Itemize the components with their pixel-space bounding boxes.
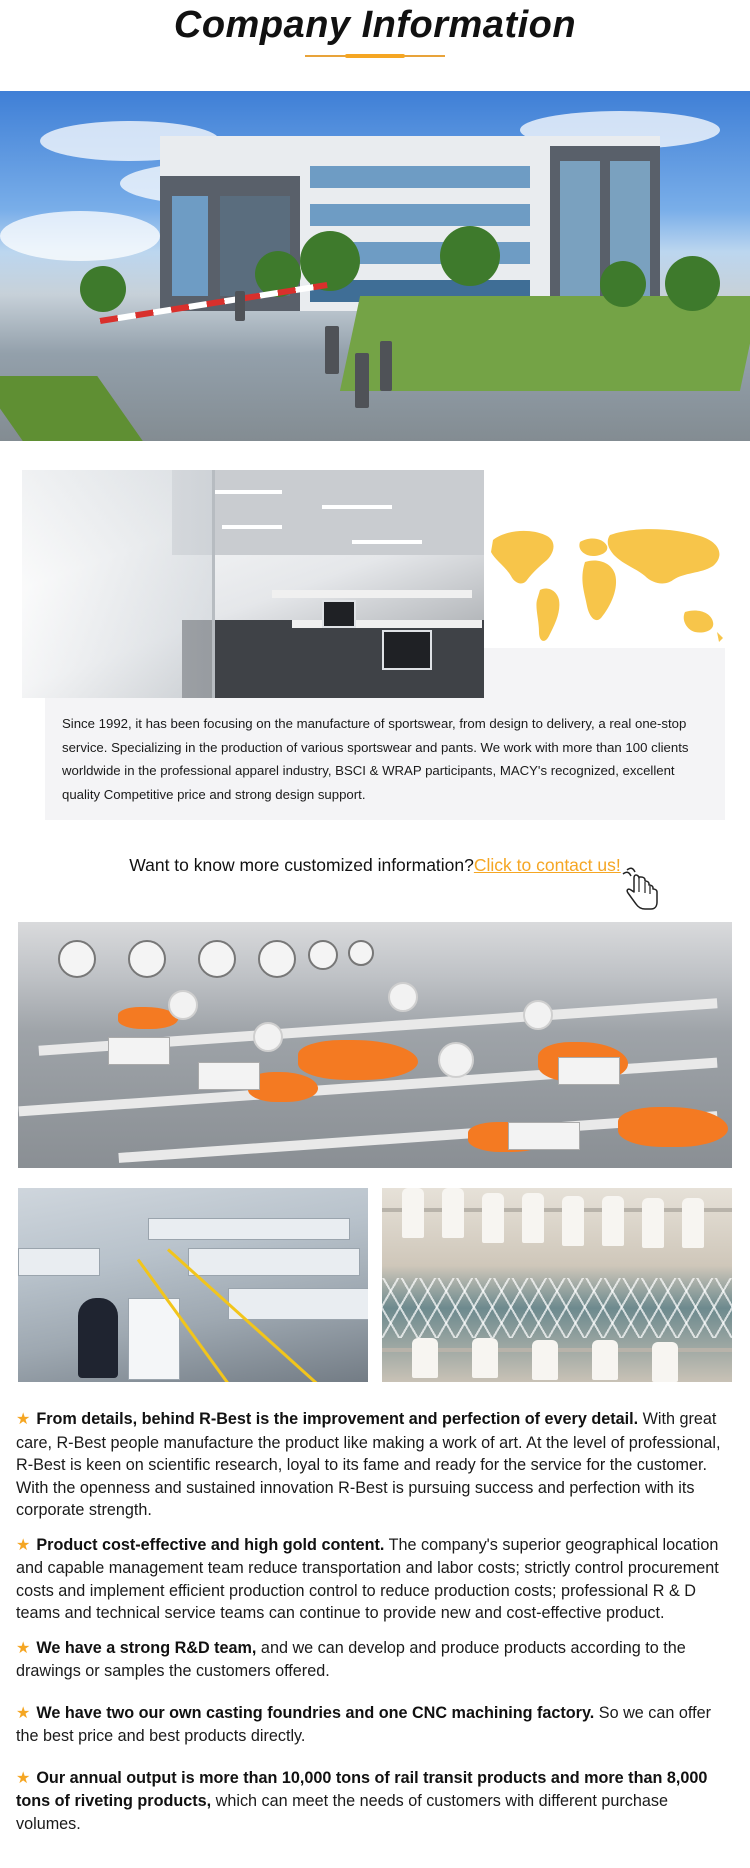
feature-item [16,1408,734,1522]
page-title: Company Information [173,4,577,46]
feature-heading: Product cost-effective and high gold content. [36,1535,385,1554]
feature-body: With great care, R-Best people manufacture the product like making a work of art. At the level of professional, R-Best is keen on scientific research, loyal to its fame and ready for the service for the customer. With the openness and sustained innovation R-Best is pursuing success and perfection with its corporate strength. [16,1410,721,1519]
feature-item [16,1534,734,1625]
star-icon: ★ [16,1769,31,1787]
feature-body: The company's superior geographical location and capable management team reduce transportation and labor costs; strictly control procurement costs and implement efficient production control to reduce production costs; professional R & D teams and technical service teams can continue to provide new and cost-effective product. [16,1535,719,1622]
building-photo [0,91,750,441]
world-map-graphic [485,520,745,660]
feature-heading: From details, behind R-Best is the improvement and perfection of every detail. [36,1410,639,1428]
feature-body: So we can offer the best price and best products directly. [16,1703,711,1745]
hand-pointer-icon [621,866,661,912]
sewing-factory-photo [18,922,732,1168]
feature-heading: Our annual output is more than 10,000 tons of rail transit products and more than 8,000 tons of riveting products, [16,1768,708,1810]
title-underline [305,55,445,57]
star-icon: ★ [16,1536,31,1554]
contact-link[interactable]: Click to contact us! [473,855,621,875]
feature-item [16,1637,734,1683]
contact-prompt: Want to know more customized information? [129,855,474,875]
star-icon: ★ [16,1411,31,1428]
about-text: Since 1992, it has been focusing on the manufacture of sportswear, from design to delivery, a real one-stop service. Specializing in the production of various sportswear and pants. We work with more than 100 clients worldwide in the professional apparel industry, BSCI & WRAP participants, MACY's recognized, excellent quality Competitive price and strong design support. [62,716,689,802]
feature-heading: We have two our own casting foundries and one CNC machining factory. [36,1703,595,1722]
weaving-factory-photo [18,1188,368,1382]
star-icon: ★ [16,1704,31,1722]
star-icon: ★ [16,1639,31,1657]
feature-heading: We have a strong R&D team, [36,1638,257,1657]
feature-body: and we can develop and produce products according to the drawings or samples the customers offered. [16,1638,686,1680]
yarn-spinning-photo [382,1188,732,1382]
feature-list [16,1408,734,1835]
feature-item [16,1767,734,1836]
feature-body: which can meet the needs of customers with different purchase volumes. [16,1792,668,1833]
office-photo [22,470,484,698]
feature-item [16,1702,734,1748]
